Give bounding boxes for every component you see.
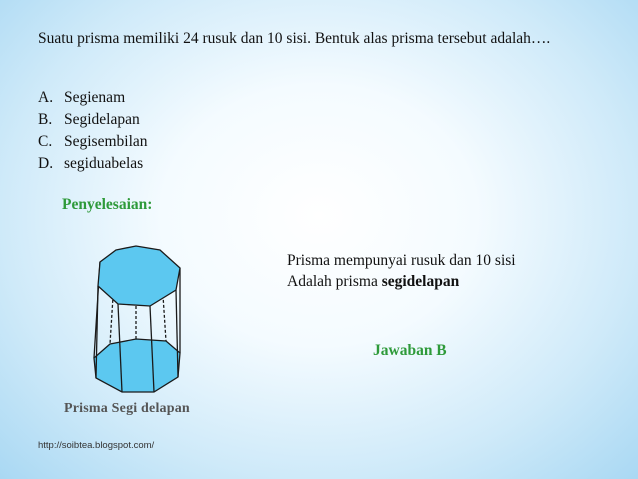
figure-caption: Prisma Segi delapan <box>64 401 190 416</box>
source-url: http://soibtea.blogspot.com/ <box>38 440 155 451</box>
option-text: segiduabelas <box>64 155 144 172</box>
option-c <box>38 131 148 153</box>
question-text: Suatu prisma memiliki 24 rusuk dan 10 sisi. Bentuk alas prisma tersebut adalah…. <box>38 30 551 47</box>
explanation-text <box>287 250 516 292</box>
explanation-line-2 <box>287 271 516 292</box>
option-text: Segidelapan <box>64 111 140 128</box>
prism-bottom-face <box>94 339 180 392</box>
answer-text: Jawaban B <box>373 342 447 359</box>
explanation-prefix: Adalah prisma <box>287 273 382 290</box>
answer-options <box>38 87 148 175</box>
solution-label: Penyelesaian: <box>62 196 153 213</box>
option-b <box>38 109 148 131</box>
option-d <box>38 153 148 175</box>
option-letter: B. <box>38 111 53 128</box>
octagonal-prism-figure <box>84 240 204 400</box>
explanation-line-1: Prisma mempunyai rusuk dan 10 sisi <box>287 252 516 269</box>
option-text: Segienam <box>64 89 126 106</box>
option-text: Segisembilan <box>64 133 148 150</box>
option-letter: C. <box>38 133 53 150</box>
explanation-answer-bold: segidelapan <box>381 273 460 290</box>
option-letter: D. <box>38 155 54 172</box>
prism-top-face <box>98 246 180 306</box>
option-letter: A. <box>38 89 54 106</box>
option-a <box>38 87 148 109</box>
